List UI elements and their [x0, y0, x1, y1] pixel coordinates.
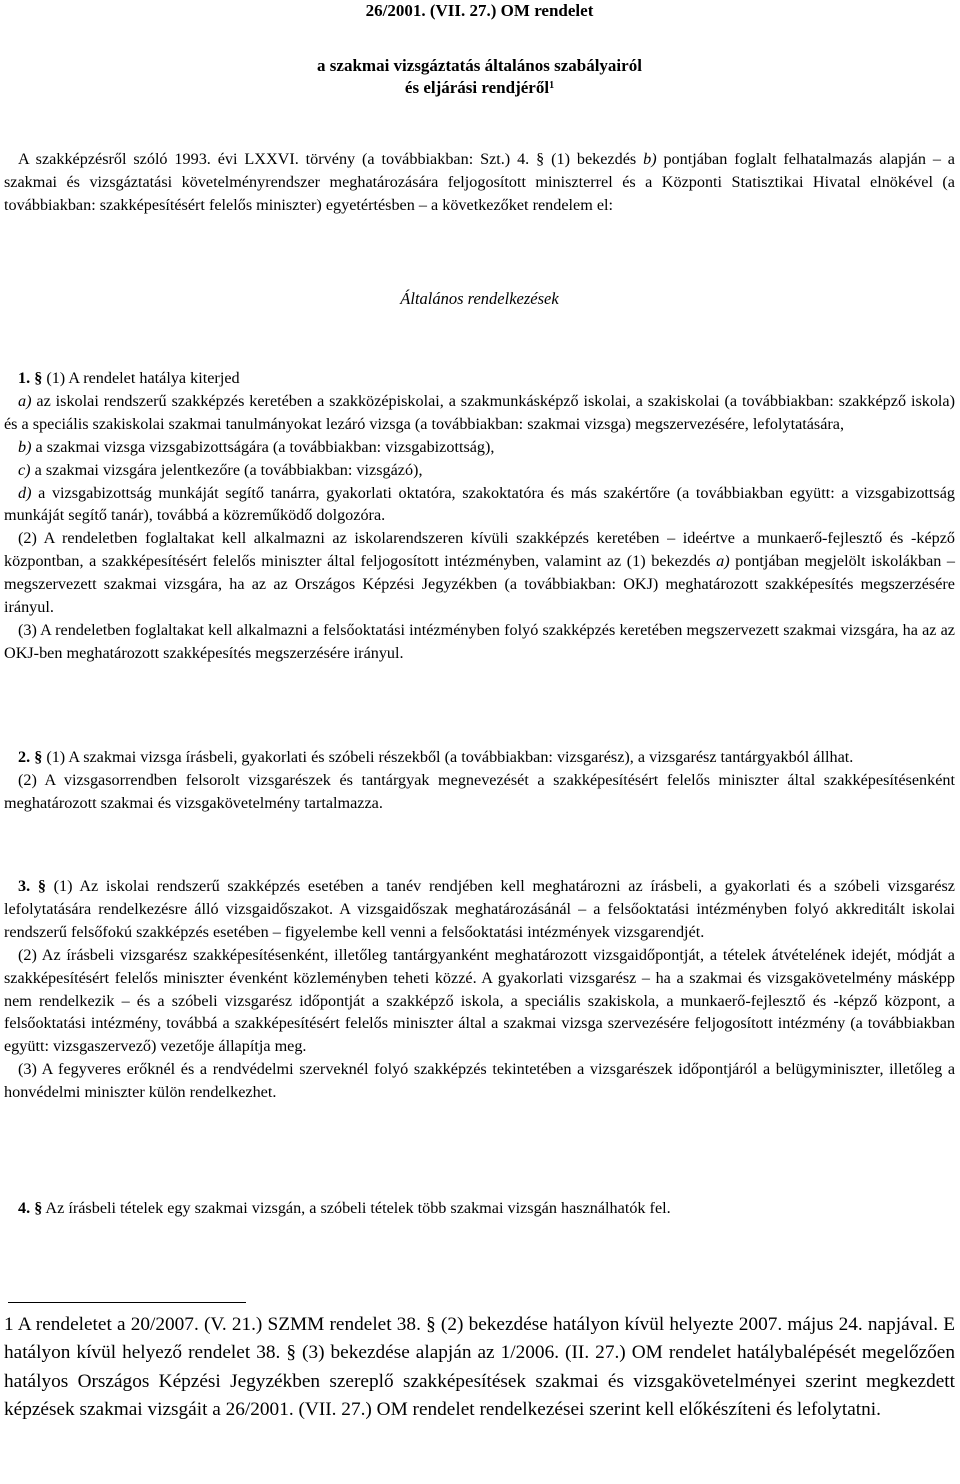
- section-1-point-c: c) a szakmai vizsgára jelentkezőre (a továbbiakban: vizsgázó),: [18, 460, 423, 479]
- section-4-number: 4. §: [18, 1199, 43, 1217]
- section-4: [4, 1197, 955, 1220]
- subtitle-line2-text: és eljárási rendjéről: [404, 78, 550, 97]
- section-3-paragraph-1: 3. § (1) Az iskolai rendszerű szakképzés esetében a tanév rendjében kell meghatározni az írásbeli, a gyakorlati és a szóbeli vizsgarész lefolytatására rendelkezésre álló vizsgaidőszakot. A vizsgaidőszak meghatározásánál – a felsőoktatási intézményben folyó akkreditált iskolai rendszerű felsőfokú szakképzés esetében – figyelembe kell venni a felsőoktatási intézmények vizsgarendjét.: [4, 877, 955, 941]
- section-4-paragraph-1: 4. § Az írásbeli tételek egy szakmai vizsgán, a szóbeli tételek több szakmai vizsgán használhatók fel.: [18, 1199, 671, 1217]
- footnote-text: 1 A rendeletet a 20/2007. (V. 21.) SZMM rendelet 38. § (2) bekezdése hatályon kívül helyezte 2007. május 24. napjával. E hatályon kívül helyező rendelet 38. § (3) bekezdése alapján az 1/2006. (II. 27.) OM rendelet hatálybalépését megelőzően hatályos Országos Képzési Jegyzékben szereplő szakképesítések szakmai és vizsgakövetelményei szerint megkezdett képzések szakmai vizsgáit a 26/2001. (VII. 27.) OM rendelet rendelkezései szerint kell előkészíteni és lefolytatni.: [4, 1314, 955, 1421]
- preamble-part1: A szakképzésről szóló 1993. évi LXXVI. törvény (a továbbiakban: Szt.) 4. § (1) bekezdés: [18, 150, 644, 168]
- section-2-number: 2. §: [18, 748, 43, 766]
- preamble-italic: b): [643, 150, 657, 168]
- section-1-point-d: d) a vizsgabizottság munkáját segítő tanárra, gyakorlati oktatóra, szakoktatóra és más szakértőre (a továbbiakban együtt: a vizsgabizottság munkáját segítő tanár), továbbá a közreműködő dolgozóra.: [4, 483, 955, 525]
- section-3-paragraph-2: (2) Az írásbeli vizsgarész szakképesítésenként, illetőleg tantárgyanként meghatározott vizsgaidőpontját, a tételek átvételének idejét, módját a szakképesítésért felelős miniszter évenként közleményben teheti közzé. A gyakorlati vizsgarész – ha a szakmai és vizsgakövetelmény másképp nem rendelkezik – és a szóbeli vizsgarész időpontját a szakképző iskola, a speciális szakiskola, a munkaerő-fejlesztő és -képző központ, a felsőoktatási intézmény, továbbá a szakképesítésért felelős miniszter által a szakmai vizsga szervezésére feljogosított intézmény (a továbbiakban együtt: vizsgaszervező) vezetője állapítja meg.: [4, 945, 955, 1056]
- document-title: 26/2001. (VII. 27.) OM rendelet: [365, 1, 594, 20]
- document-subtitle-line2: [4, 77, 955, 99]
- footnote-separator: [8, 1302, 246, 1303]
- section-3-number: 3. §: [18, 877, 46, 895]
- section-1-paragraph-3: (3) A rendeletben foglaltakat kell alkalmazni a felsőoktatási intézményben folyó szakképzés keretében megszervezett szakmai vizsgára, ha az az OKJ-ben meghatározott szakképesítés megszerzésére irányul.: [4, 620, 955, 662]
- section-1: [4, 367, 955, 665]
- section-1-number: 1. §: [18, 369, 43, 387]
- footnote-reference[interactable]: 1: [549, 80, 555, 91]
- section-1-intro: 1. § (1) A rendelet hatálya kiterjed: [18, 369, 240, 387]
- section-1-point-a: a) az iskolai rendszerű szakképzés keretében a szakközépiskolai, a szakmunkásképző iskolai, a szakiskolai (a továbbiakban: szakképző iskola) és a speciális szakiskolai szakmai tanulmányokat lezáró vizsga (a továbbiakban: szakmai vizsga) megszervezésére, lefolytatására,: [4, 391, 955, 433]
- section-1-point-b: b) a szakmai vizsga vizsgabizottságára (a továbbiakban: vizsgabizottság),: [18, 437, 495, 456]
- preamble-paragraph: [4, 148, 955, 217]
- section-2: [4, 746, 955, 815]
- section-3-paragraph-3: (3) A fegyveres erőknél és a rendvédelmi szerveknél folyó szakképzés tekintetében a vizsgarészek időpontjáról a belügyminiszter, illetőleg a honvédelmi miniszter külön rendelkezhet.: [4, 1060, 955, 1102]
- section-1-paragraph-2: (2) A rendeletben foglaltakat kell alkalmazni az iskolarendszeren kívüli szakképzés keretében – ideértve a munkaerő-fejlesztő és -képző központban, a szakképesítésért felelős miniszter által feljogosított intézményben, valamint az (1) bekezdés a) pontjában megjelölt iskolákban – megszervezett szakmai vizsgára, ha az az Országos Képzési Jegyzékben (a továbbiakban: OKJ) meghatározott szakképesítés megszerzésére irányul.: [4, 529, 956, 617]
- footnote: [4, 1311, 955, 1425]
- document-subtitle-line1: a szakmai vizsgáztatás általános szabályairól: [317, 56, 642, 75]
- section-2-paragraph-2: (2) A vizsgasorrendben felsorolt vizsgarészek és tantárgyak megnevezését a szakképesítésért felelős miniszter által szakképesítésenként meghatározott szakmai és vizsgakövetelmény tartalmazza.: [4, 770, 955, 812]
- section-2-paragraph-1: 2. § (1) A szakmai vizsga írásbeli, gyakorlati és szóbeli részekből (a továbbiakban: vizsgarész), a vizsgarész tantárgyakból állhat.: [18, 748, 854, 766]
- preamble-part2: pontjában foglalt felhatalmazás alapján – a szakmai és vizsgáztatási követelményrendszer meghatározására feljogosított miniszterrel és a Központi Statisztikai Hivatal elnökével (a továbbiakban: szakképesítésért felelős miniszter) egyetértésben – a következőket rendelem el:: [4, 150, 955, 214]
- section-3: [4, 875, 955, 1104]
- section-heading: Általános rendelkezések: [400, 289, 559, 308]
